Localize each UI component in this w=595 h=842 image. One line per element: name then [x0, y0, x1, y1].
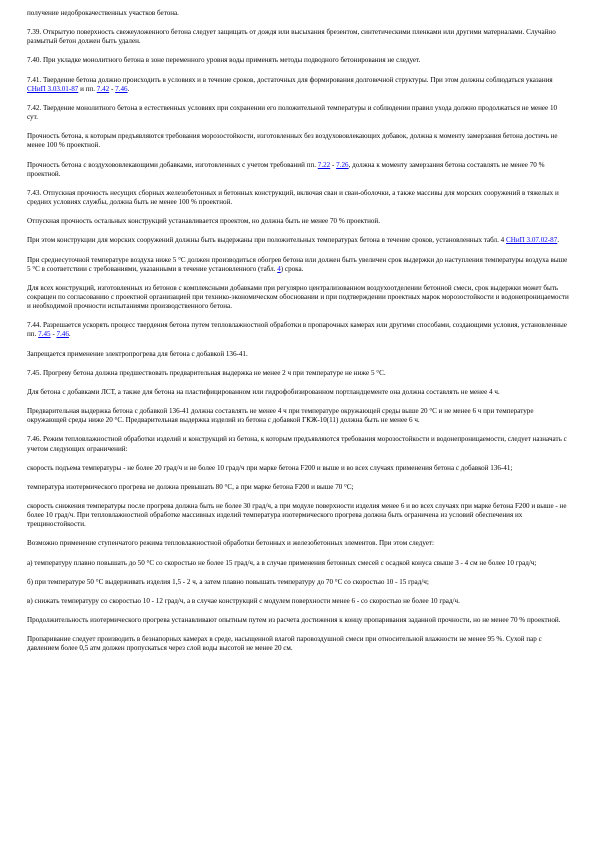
- paragraph-text: б) при температуре 50 °С выдерживать изделия 1,5 - 2 ч, а затем плавно повышать температуру до 70 °С со скоростью 10 - 15 град/ч;: [27, 577, 429, 586]
- paragraph: [27, 161, 569, 179]
- paragraph-text: Для всех конструкций, изготовленных из бетонов с комплексными добавками при регулярно централизованном воздухоотделении бетонной смеси, срок выдержки может быть сокращен по согласованию с проектной организацией при технико-экономическом обосновании и при подтверждении проектных марок морозостойкости и водонепроницаемости и необходимой прочности испытаниями производственного бетона.: [27, 283, 569, 311]
- paragraph: [27, 189, 569, 207]
- paragraph: [27, 217, 569, 226]
- paragraph-text: -: [109, 84, 116, 93]
- paragraph-text: Прочность бетона с воздухововлекающими добавками, изготовленных с учетом требований пп.: [27, 160, 318, 169]
- paragraph: [27, 464, 569, 473]
- paragraph: [27, 502, 569, 529]
- paragraph: [27, 597, 569, 606]
- reference-link[interactable]: СНиП 3.03.01-87: [27, 84, 79, 93]
- paragraph: [27, 350, 569, 359]
- paragraph-text: Продолжительность изотермического прогрева устанавливают опытным путем из расчета достижения к концу пропаривания заданной прочности, но не менее 70 % проектной.: [27, 616, 561, 625]
- paragraph: [27, 9, 569, 18]
- paragraph-text: Отпускная прочность остальных конструкций устанавливается проектом, но должна быть не менее 70 % проектной.: [27, 217, 381, 226]
- paragraph-text: Для бетона с добавками ЛСТ, а также для бетона на пластифицированном или гидрофобизированном портландцементе она должна составлять не менее 4 ч.: [27, 387, 500, 396]
- paragraph-text: Запрещается применение электропрогрева для бетона с добавкой 136-41.: [27, 349, 248, 358]
- reference-link[interactable]: 7.46: [56, 330, 69, 339]
- paragraph: [27, 578, 569, 587]
- reference-link[interactable]: 7.45: [38, 330, 51, 339]
- paragraph: [27, 256, 569, 274]
- paragraph: [27, 388, 569, 397]
- paragraph-text: получение недоброкачественных участков бетона.: [27, 9, 179, 17]
- paragraph-text: При этом конструкции для морских сооружений должны быть выдержаны при положительных температурах бетона в течение сроков, установленных табл. 4: [27, 236, 506, 245]
- paragraph-text: температура изотермического прогрева не должна превышать 80 °С, а при марке бетона F200 и выше 70 °С;: [27, 482, 354, 491]
- paragraph-text: , должна к моменту замерзания бетона составлять не менее 70 % проектной.: [27, 160, 545, 178]
- paragraph: [27, 369, 569, 378]
- paragraph-text: 7.40. При укладке монолитного бетона в зоне переменного уровня воды применять методы подводного бетонирования не следует.: [27, 56, 421, 65]
- reference-link[interactable]: 4: [277, 264, 281, 273]
- paragraph-text: -: [330, 160, 337, 169]
- paragraph-text: скорость снижения температуры после прогрева должна быть не более 30 град/ч, а при модуле поверхности изделия менее 6 и во всех случаях при марке бетона F200 и выше - не более 10 град/ч. При тепловлажностной обработке массивных изделий температура изотермического прогрева должна быть ограничена из условий обеспечения их трещиностойкости.: [27, 502, 567, 529]
- paragraph-text: скорость подъема температуры - не более 20 град/ч и не более 10 град/ч при марке бетона F200 и выше и во всех случаях применения бетона с добавкой 136-41;: [27, 463, 513, 472]
- paragraph-text: .: [68, 330, 71, 339]
- paragraph-text: 7.39. Открытую поверхность свежеуложенного бетона следует защищать от дождя или высыхания брезентом, синтетическими пленками или другими материалами. Случайно размытый бетон должен быть удален.: [27, 28, 556, 46]
- paragraph-text: Возможно применение ступенчатого режима тепловлажностной обработки бетонных и железобетонных элементов. При этом следует:: [27, 539, 434, 548]
- paragraph-text: .: [127, 84, 130, 93]
- reference-link[interactable]: 7.22: [317, 160, 331, 169]
- paragraph: [27, 616, 569, 625]
- paragraph-text: и пп.: [78, 84, 97, 93]
- paragraph-text: 7.41. Твердение бетона должно происходить в условиях и в течение сроков, достаточных для формирования долговечной структуры. При этом должны соблюдаться указания: [27, 75, 553, 84]
- paragraph-text: 7.43. Отпускная прочность несущих сборных железобетонных и бетонных конструкций, включая сваи и сваи-оболочки, а также массивы для морских сооружений в тяжелых и средних условиях службы, должна быть не менее 100 % проектной.: [27, 188, 559, 207]
- reference-link[interactable]: 7.46: [115, 84, 128, 93]
- reference-link[interactable]: 7.26: [336, 160, 349, 169]
- paragraph: [27, 407, 569, 425]
- paragraph: [27, 559, 569, 568]
- paragraph-text: 7.46. Режим тепловлажностной обработки изделий и конструкций из бетона, к которым предъявляются требования морозостойкости и водонепроницаемости, следует назначать с учетом следующих ограничений:: [27, 435, 567, 453]
- paragraph: [27, 483, 569, 492]
- paragraph: [27, 104, 569, 122]
- paragraph: [27, 76, 569, 94]
- paragraph-text: ) срока.: [280, 264, 304, 273]
- paragraph-text: в) снижать температуру со скоростью 10 - 12 град/ч, а в случае конструкций с модулем поверхности менее 6 - со скоростью не более 10 град/ч.: [27, 596, 460, 605]
- paragraph: [27, 132, 569, 150]
- paragraph: [27, 236, 569, 245]
- paragraph: [27, 56, 569, 65]
- paragraph-text: Пропаривание следует производить в безнапорных камерах в среде, насыщенной влагой паровоздушной смеси при относительной влажности не менее 95 %. Сухой пар с давлением более 0,5 атм должен пропускаться через слой воды высотой не менее 20 см.: [27, 635, 542, 653]
- paragraph-text: а) температуру плавно повышать до 50 °С со скоростью не более 15 град/ч, а в случае применения бетонных смесей с осадкой конуса свыше 3 - 4 см не более 10 град/ч;: [27, 558, 537, 567]
- paragraph-text: -: [50, 330, 57, 339]
- paragraph-text: Прочность бетона, к которым предъявляются требования морозостойкости, изготовленных без воздухововлекающих добавок, должна к моменту замерзания бетона достичь не менее 100 % проектной.: [27, 132, 558, 150]
- reference-link[interactable]: 7.42: [96, 84, 110, 93]
- paragraph-text: 7.45. Прогреву бетона должна предшествовать предварительная выдержка не менее 2 ч при температуре не ниже 5 °С.: [27, 368, 386, 377]
- paragraph-text: Предварительная выдержка бетона с добавкой 136-41 должна составлять не менее 4 ч при температуре окружающей среды выше 20 °С и не менее 6 ч при температуре окружающей среды ниже 20 °С. Предварительная выдержка изделий из бетона с добавкой ГКЖ-10(11) должна быть не менее 6 ч.: [27, 407, 534, 425]
- paragraph: [27, 28, 569, 46]
- paragraph-text: 7.42. Твердение монолитного бетона в естественных условиях при сохранении его положительной температуры и соблюдении правил ухода должно продолжаться не менее 10 сут.: [27, 103, 558, 122]
- paragraph: [27, 321, 569, 339]
- paragraph-text: При среднесуточной температуре воздуха ниже 5 °С должен производиться обогрев бетона или должен быть увеличен срок выдержки до наступления температуры воздуха выше 5 °С в соответствии с требованиями, указанными в течение установленного (табл.: [27, 255, 568, 273]
- paragraph: [27, 284, 569, 311]
- paragraph-text: .: [557, 236, 560, 245]
- paragraph: [27, 635, 569, 653]
- paragraph: [27, 539, 569, 548]
- paragraph: [27, 435, 569, 453]
- reference-link[interactable]: СНиП 3.07.02-87: [505, 236, 558, 245]
- paragraph-text: 7.44. Разрешается ускорять процесс твердения бетона путем тепловлажностной обработки в пропарочных камерах или другими способами, создающими условия, установленные пп.: [27, 321, 567, 339]
